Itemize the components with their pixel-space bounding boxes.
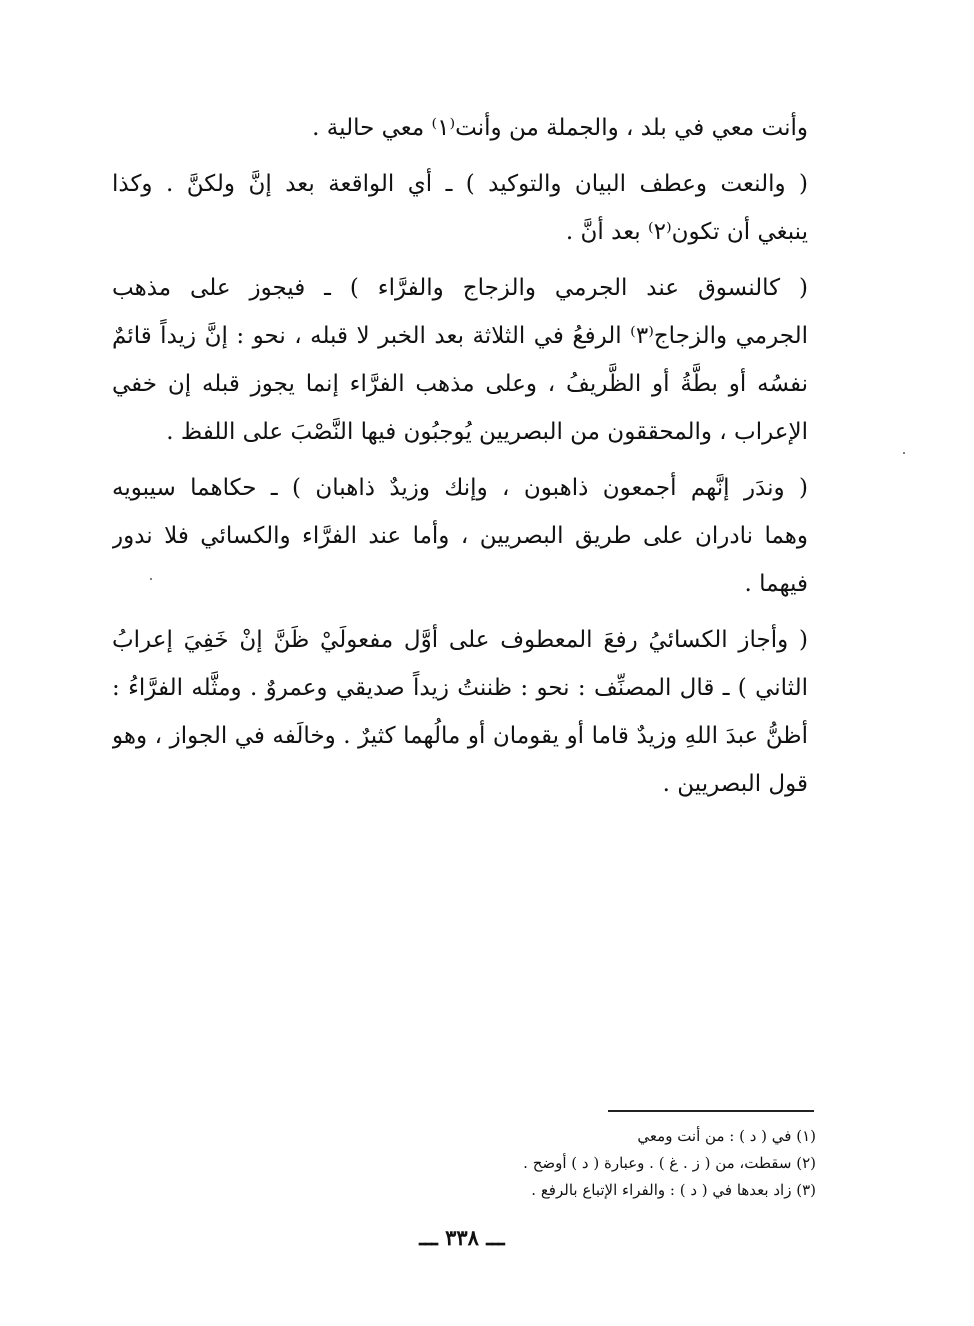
text-line: نفسُه أو بطَّةُ أو الظَّريفُ ، وعلى مذهب الفرَّاء إنما يجوز قبله إن خفي xyxy=(112,371,808,397)
paragraph-3 xyxy=(112,264,808,456)
text-line: ( والنعت وعطف البيان والتوكيد ) ـ أي الواقعة بعد إنَّ ولكنَّ . وكذا xyxy=(112,171,808,197)
text-line: أظنُّ عبدَ اللهِ وزيدٌ قاما أو يقومان أو مالُهما كثيرٌ . وخالَفه في الجواز ، وهو xyxy=(112,723,808,749)
text-line: ( كالنسوق عند الجرمي والزجاج والفرَّاء ) ـ فيجوز على مذهب xyxy=(112,275,808,301)
footnote-2: (٢) سقطت، من ( ز . غ ) . وعبارة ( د ) أوضح . xyxy=(523,1154,816,1172)
text-line: الجرمي والزجاج⁽٣⁾ الرفعُ في الثلاثة بعد الخبر لا قبله ، نحو : إنَّ زيداً قائمٌ xyxy=(112,323,808,349)
page-number: ـــ ٣٣٨ ـــ xyxy=(419,1225,505,1250)
text-line: ( وأجاز الكسائيُ رفعَ المعطوف على أوَّل مفعولَيْ ظَنَّ إنْ خَفِيَ إعرابُ xyxy=(112,627,808,653)
paragraph-5 xyxy=(112,616,808,808)
scan-speck xyxy=(903,452,905,454)
text-line: ينبغي أن تكون⁽٢⁾ بعد أنَّ . xyxy=(565,219,808,245)
footnote-divider xyxy=(608,1110,814,1112)
text-line: الإعراب ، والمحققون من البصريين يُوجبُون فيها النَّصْبَ على اللفظ . xyxy=(166,419,808,445)
text-line: وأنت معي في بلد ، والجملة من وأنت⁽١⁾ معي حالية . xyxy=(312,115,808,141)
text-line: وهما نادران على طريق البصريين ، وأما عند الفرَّاء والكسائي فلا ندور xyxy=(112,523,808,549)
text-line: قول البصريين . xyxy=(662,771,808,797)
footnote-3: (٣) زاد بعدها في ( د ) : والفراء الإتباع بالرفع . xyxy=(531,1181,816,1199)
paragraph-4 xyxy=(112,464,808,608)
footnote-1: (١) في ( د ) : من أنت ومعي xyxy=(637,1127,816,1145)
paragraph-2 xyxy=(112,160,808,256)
footnotes xyxy=(420,1123,816,1204)
text-line: الثاني ) ـ قال المصنِّف : نحو : ظننتُ زيداً صديقي وعمروٌ . ومثَّله الفرَّاءُ : xyxy=(112,675,808,701)
text-line: ( وندَر إنَّهم أجمعون ذاهبون ، وإنك وزيدٌ ذاهبان ) ـ حكاهما سيبويه xyxy=(112,475,808,501)
scan-speck xyxy=(150,578,152,580)
paragraph-1 xyxy=(112,104,808,152)
main-text xyxy=(112,104,808,816)
text-line: فيهما . xyxy=(744,571,808,597)
